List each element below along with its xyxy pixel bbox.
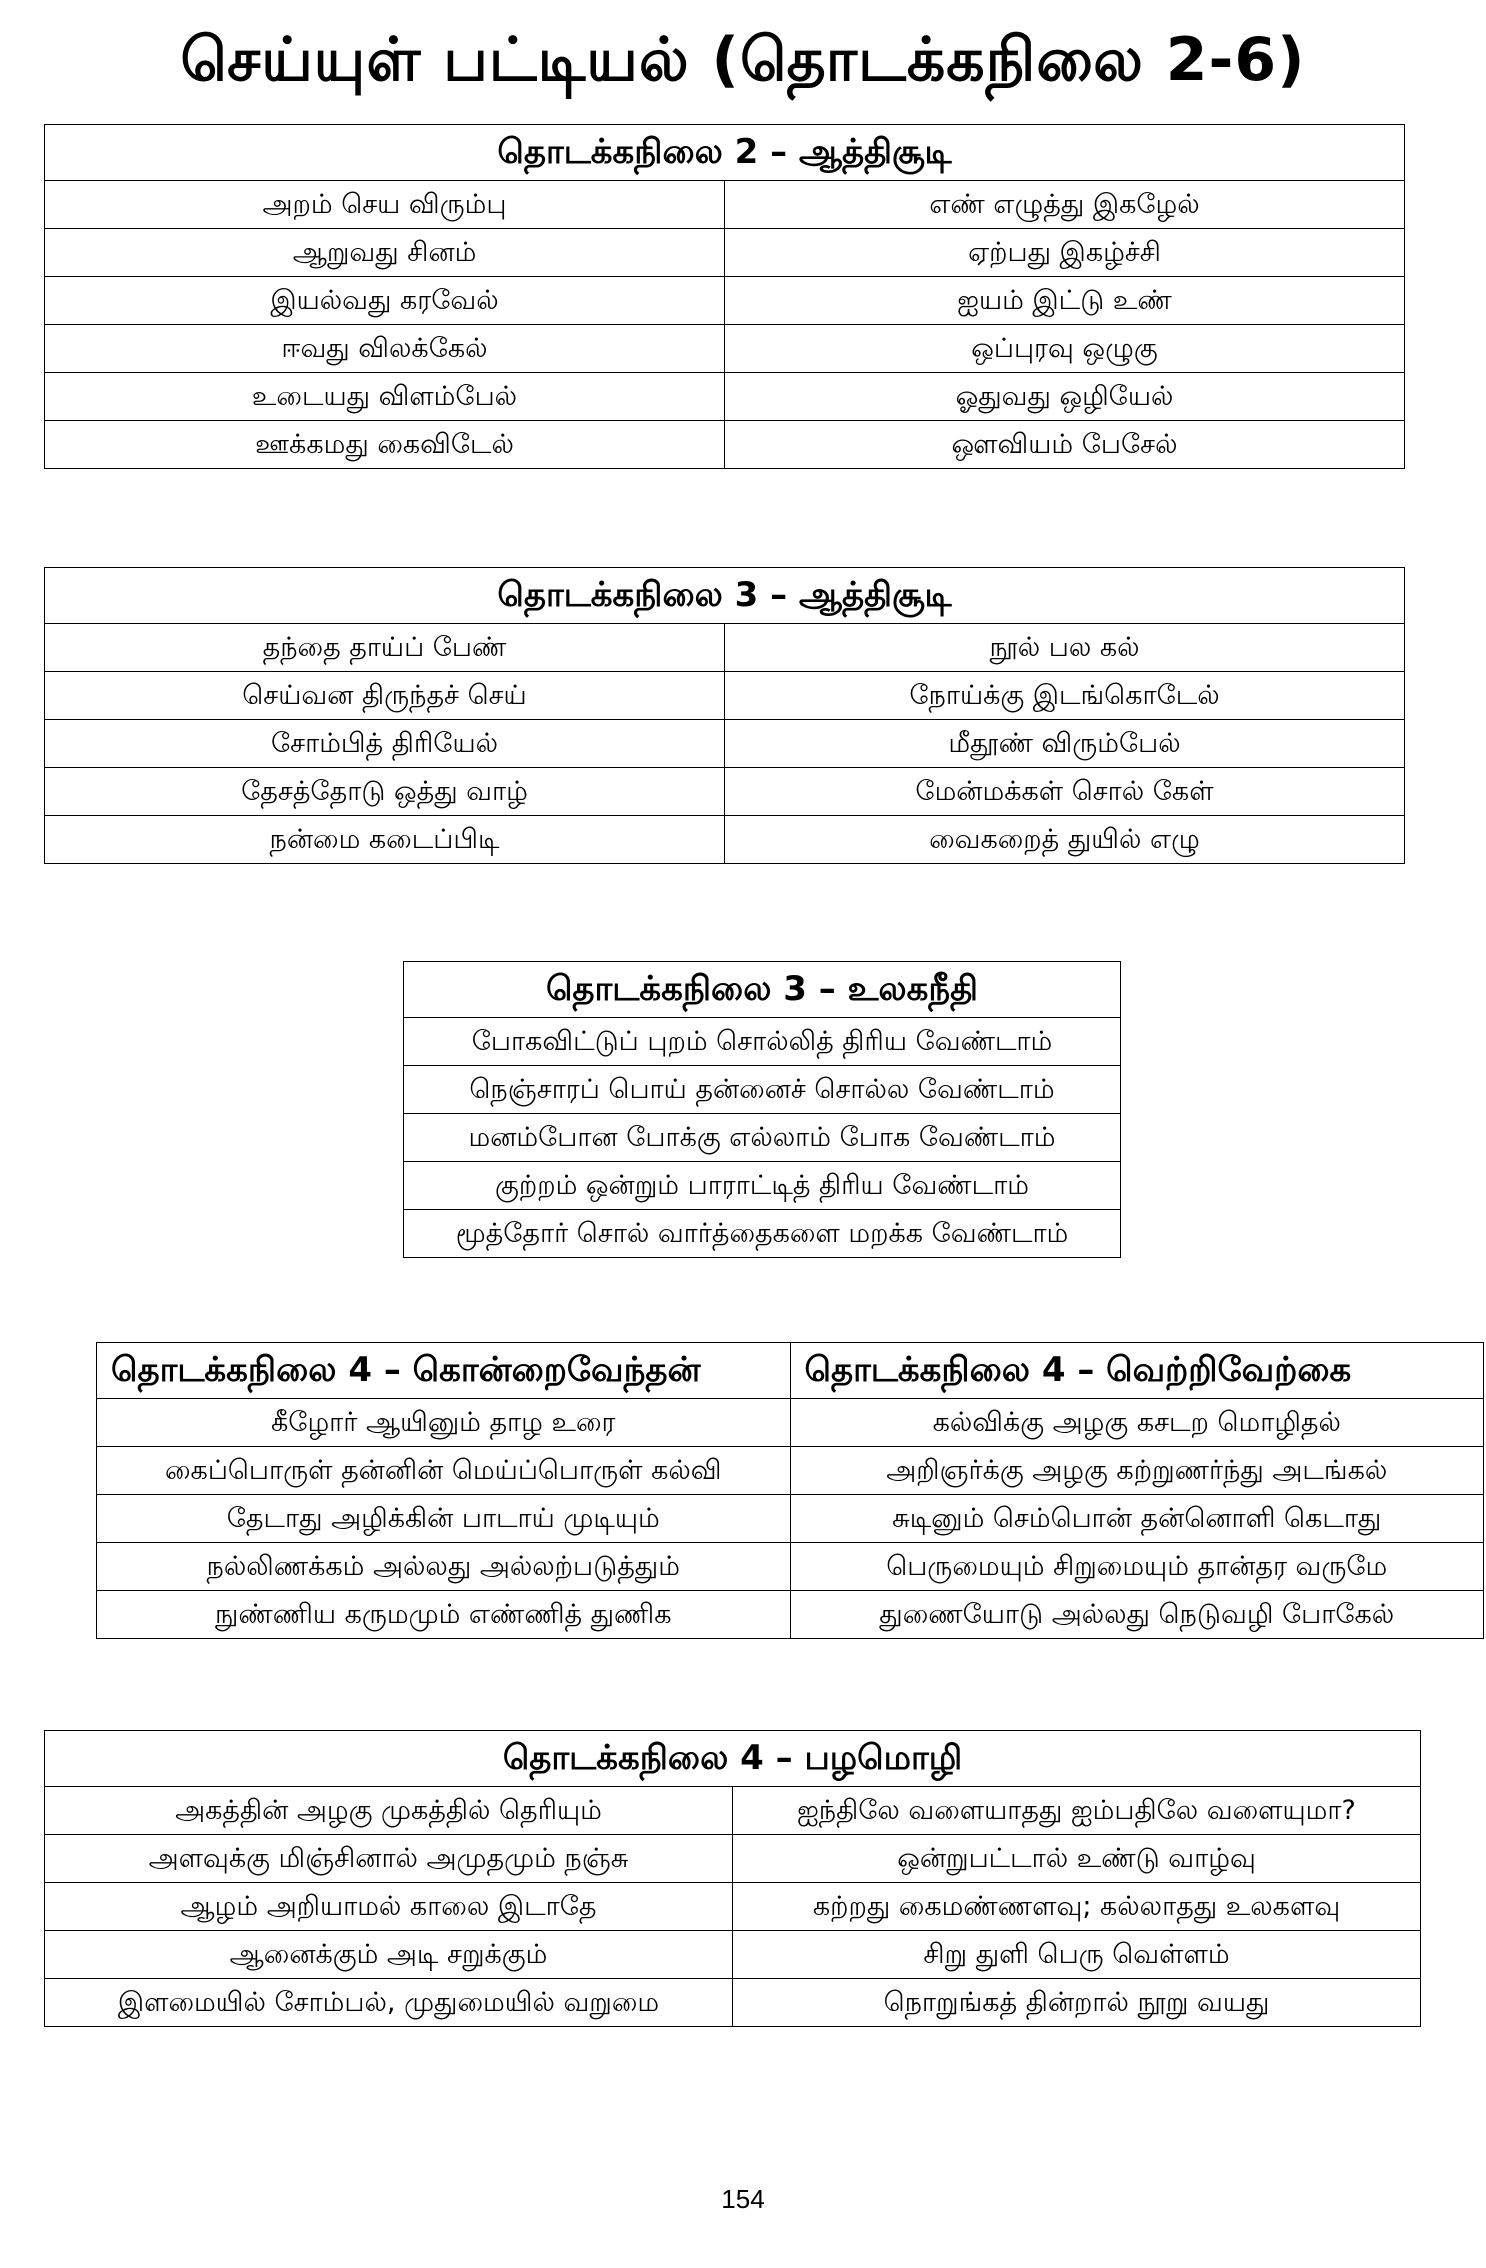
table-row (97, 1543, 1484, 1591)
table-cell: மீதூண் விரும்பேல் (725, 720, 1405, 768)
table-row (404, 1210, 1121, 1258)
table-cell: கல்விக்கு அழகு கசடற மொழிதல் (790, 1399, 1484, 1447)
table-row (45, 181, 1405, 229)
table-cell: ஆழம் அறியாமல் காலை இடாதே (45, 1883, 733, 1931)
table-cell: தந்தை தாய்ப் பேண் (45, 624, 725, 672)
table-row (45, 672, 1405, 720)
table-cell: ஏற்பது இகழ்ச்சி (725, 229, 1405, 277)
table-row (45, 768, 1405, 816)
table-cell: பெருமையும் சிறுமையும் தான்தர வருமே (790, 1543, 1484, 1591)
table-header-row (45, 125, 1405, 181)
table-row (45, 1931, 1421, 1979)
aathichoodi-grade2-table (44, 124, 1405, 469)
table-row (45, 1883, 1421, 1931)
table-cell: அளவுக்கு மிஞ்சினால் அமுதமும் நஞ்சு (45, 1835, 733, 1883)
table-header-row (45, 568, 1405, 624)
section-heading: தொடக்கநிலை 4 – பழமொழி (45, 1731, 1421, 1787)
table-cell: அறிஞர்க்கு அழகு கற்றுணர்ந்து அடங்கல் (790, 1447, 1484, 1495)
table-cell: இளமையில் சோம்பல், முதுமையில் வறுமை (45, 1979, 733, 2027)
table-row (45, 325, 1405, 373)
table-row (45, 1835, 1421, 1883)
table-row (45, 229, 1405, 277)
table-cell: மனம்போன போக்கு எல்லாம் போக வேண்டாம் (404, 1114, 1121, 1162)
table-cell: ஆனைக்கும் அடி சறுக்கும் (45, 1931, 733, 1979)
table-cell: நன்மை கடைப்பிடி (45, 816, 725, 864)
table-cell: மூத்தோர் சொல் வார்த்தைகளை மறக்க வேண்டாம் (404, 1210, 1121, 1258)
table-cell: தேசத்தோடு ஒத்து வாழ் (45, 768, 725, 816)
table-row (404, 1018, 1121, 1066)
table-row (97, 1447, 1484, 1495)
section-heading: தொடக்கநிலை 3 – உலகநீதி (404, 962, 1121, 1018)
table-cell: ஒன்றுபட்டால் உண்டு வாழ்வு (733, 1835, 1421, 1883)
table-cell: நூல் பல கல் (725, 624, 1405, 672)
pazhamozhi-grade4-table (44, 1730, 1421, 2027)
konraiventhan-vetriverkai-table (96, 1342, 1484, 1639)
table-cell: ஊக்கமது கைவிடேல் (45, 421, 725, 469)
section-heading: தொடக்கநிலை 4 – கொன்றைவேந்தன் (97, 1343, 791, 1399)
section-heading: தொடக்கநிலை 2 – ஆத்திசூடி (45, 125, 1405, 181)
table-row (45, 720, 1405, 768)
table-cell: ஈவது விலக்கேல் (45, 325, 725, 373)
section-heading: தொடக்கநிலை 4 – வெற்றிவேற்கை (790, 1343, 1484, 1399)
table-cell: ஒப்புரவு ஒழுகு (725, 325, 1405, 373)
table-cell: மேன்மக்கள் சொல் கேள் (725, 768, 1405, 816)
section-heading: தொடக்கநிலை 3 – ஆத்திசூடி (45, 568, 1405, 624)
table-cell: செய்வன திருந்தச் செய் (45, 672, 725, 720)
table-row (404, 1066, 1121, 1114)
table-cell: கீழோர் ஆயினும் தாழ உரை (97, 1399, 791, 1447)
table-cell: உடையது விளம்பேல் (45, 373, 725, 421)
table-cell: நெஞ்சாரப் பொய் தன்னைச் சொல்ல வேண்டாம் (404, 1066, 1121, 1114)
table-header-row (404, 962, 1121, 1018)
table-cell: சோம்பித் திரியேல் (45, 720, 725, 768)
page-title: செய்யுள் பட்டியல் (தொடக்கநிலை 2-6) (180, 25, 1306, 95)
table-row (45, 421, 1405, 469)
table-row (45, 1979, 1421, 2027)
table-cell: கற்றது கைமண்ணளவு; கல்லாதது உலகளவு (733, 1883, 1421, 1931)
table-cell: ஔவியம் பேசேல் (725, 421, 1405, 469)
table-cell: நுண்ணிய கருமமும் எண்ணித் துணிக (97, 1591, 791, 1639)
table-row (404, 1114, 1121, 1162)
table-header-row (97, 1343, 1484, 1399)
table-row (97, 1399, 1484, 1447)
ulaganeethi-grade3-table (403, 961, 1121, 1258)
table-cell: எண் எழுத்து இகழேல் (725, 181, 1405, 229)
table-cell: ஐந்திலே வளையாதது ஐம்பதிலே வளையுமா? (733, 1787, 1421, 1835)
table-cell: சிறு துளி பெரு வெள்ளம் (733, 1931, 1421, 1979)
table-cell: இயல்வது கரவேல் (45, 277, 725, 325)
table-row (45, 277, 1405, 325)
table-cell: போகவிட்டுப் புறம் சொல்லித் திரிய வேண்டாம் (404, 1018, 1121, 1066)
table-cell: ஓதுவது ஒழியேல் (725, 373, 1405, 421)
table-cell: அறம் செய விரும்பு (45, 181, 725, 229)
table-cell: தேடாது அழிக்கின் பாடாய் முடியும் (97, 1495, 791, 1543)
table-cell: நொறுங்கத் தின்றால் நூறு வயது (733, 1979, 1421, 2027)
table-cell: குற்றம் ஒன்றும் பாராட்டித் திரிய வேண்டாம் (404, 1162, 1121, 1210)
table-row (404, 1162, 1121, 1210)
table-row (45, 1787, 1421, 1835)
table-cell: நல்லிணக்கம் அல்லது அல்லற்படுத்தும் (97, 1543, 791, 1591)
page-number: 154 (721, 2184, 765, 2214)
table-cell: ஐயம் இட்டு உண் (725, 277, 1405, 325)
table-cell: கைப்பொருள் தன்னின் மெய்ப்பொருள் கல்வி (97, 1447, 791, 1495)
table-row (97, 1495, 1484, 1543)
table-cell: வைகறைத் துயில் எழு (725, 816, 1405, 864)
table-cell: துணையோடு அல்லது நெடுவழி போகேல் (790, 1591, 1484, 1639)
table-row (45, 816, 1405, 864)
table-cell: நோய்க்கு இடங்கொடேல் (725, 672, 1405, 720)
table-row (45, 373, 1405, 421)
table-cell: ஆறுவது சினம் (45, 229, 725, 277)
table-cell: சுடினும் செம்பொன் தன்னொளி கெடாது (790, 1495, 1484, 1543)
table-cell: அகத்தின் அழகு முகத்தில் தெரியும் (45, 1787, 733, 1835)
table-row (45, 624, 1405, 672)
aathichoodi-grade3-table (44, 567, 1405, 864)
table-header-row (45, 1731, 1421, 1787)
table-row (97, 1591, 1484, 1639)
